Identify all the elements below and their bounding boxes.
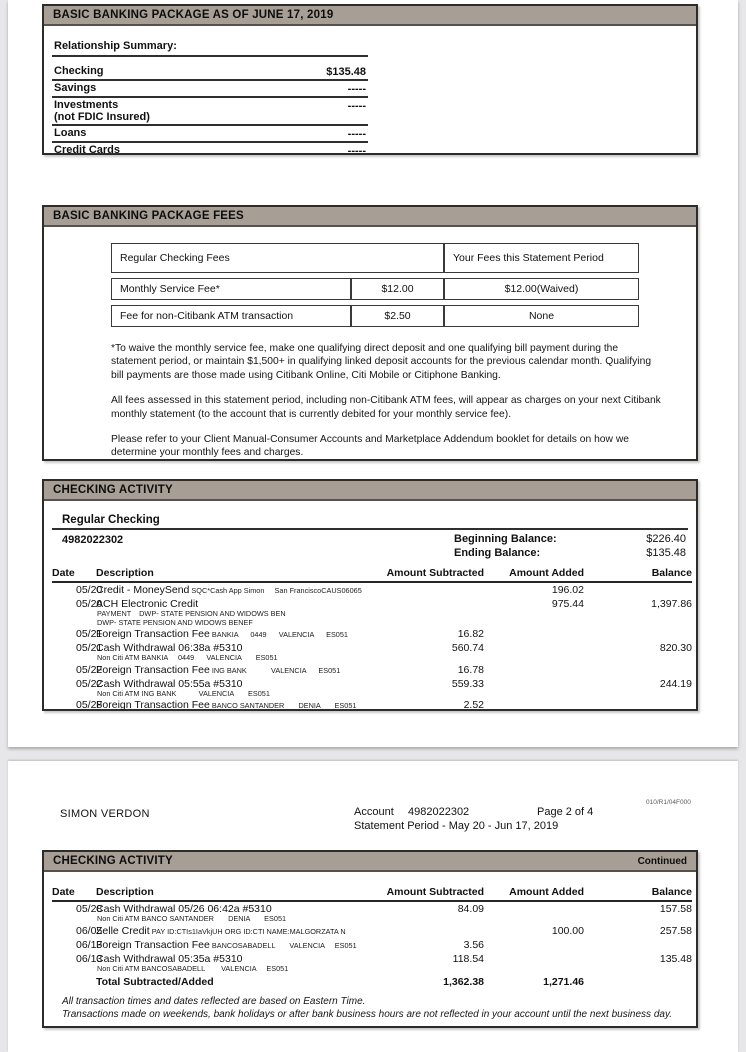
section-title: CHECKING ACTIVITY [53, 484, 173, 496]
balance: 157.58 [659, 903, 692, 915]
transaction-row [52, 938, 692, 952]
amount-added [484, 677, 584, 699]
total-added: 1,271.46 [543, 976, 584, 989]
summary-value: ----- [347, 128, 366, 140]
statement-page-2 [8, 761, 738, 1052]
summary-label: Credit Cards [54, 144, 121, 156]
fees-notes [111, 342, 663, 460]
amount-subtracted: 118.54 [452, 952, 484, 965]
transaction-row [52, 627, 692, 641]
ending-balance-label: Ending Balance: [454, 546, 541, 559]
transaction-description: Credit - MoneySend SQC*Cash App Simon San FranciscoCAUS06065 [96, 584, 362, 596]
total-subtracted: 1,362.38 [443, 976, 484, 989]
section-basic-banking-package [42, 4, 698, 155]
transaction-detail-inline: BANCOSABADELL VALENCIA ES051 [209, 940, 357, 950]
amount-added [484, 627, 584, 641]
footnote-business-day: Transactions made on weekends, bank holidays or after bank business hours are not reflected in your account until the next business day. [62, 1009, 672, 1021]
account-summary-row [52, 533, 688, 561]
column-balance: Balance [584, 886, 692, 901]
fees-header-row [111, 243, 639, 273]
summary-row-credit-cards [52, 143, 368, 158]
fees-header-yours: Your Fees this Statement Period [444, 243, 639, 273]
column-amount-subtracted: Amount Subtracted [384, 567, 484, 582]
fees-table [111, 238, 639, 332]
relationship-summary-rows [52, 64, 368, 158]
total-row [52, 973, 692, 988]
summary-value: ----- [347, 83, 366, 95]
balance [584, 938, 692, 952]
empty-cell [52, 973, 96, 988]
statement-page-1 [8, 0, 738, 747]
amount-added: 196.02 [551, 584, 584, 596]
transaction-detail-line: Non Citi ATM BANCOSABADELL VALENCIA ES051 [97, 963, 289, 973]
section-header-bar [44, 481, 696, 501]
continued-label: Continued [637, 855, 687, 867]
transactions-header-row [52, 886, 692, 901]
balance [584, 627, 692, 641]
transaction-detail-inline: BANCO SANTANDER DENIA ES051 [209, 701, 357, 711]
transaction-description: ACH Electronic Credit PAYMENT DWP- STATE PENSION AND WIDOWS BEN DWP- STATE PENSION AND WIDOWS BENEF [96, 597, 384, 627]
column-amount-added: Amount Added [484, 886, 584, 901]
section-checking-activity-continued [42, 850, 698, 1028]
beginning-balance-line [454, 533, 686, 547]
amount-subtracted [384, 582, 484, 597]
transaction-detail-line: Non Citi ATM BANKIA 0449 VALENCIA ES051 [97, 653, 278, 663]
page2-header [8, 761, 738, 849]
column-amount-subtracted: Amount Subtracted [384, 886, 484, 901]
amount-added [484, 698, 584, 712]
amount-added [484, 938, 584, 952]
fees-header-regular: Regular Checking Fees [111, 243, 444, 273]
customer-name: SIMON VERDON [60, 808, 150, 820]
section-title: BASIC BANKING PACKAGE AS OF JUNE 17, 2019 [53, 9, 334, 21]
transactions-table [52, 886, 692, 988]
statement-period: Statement Period - May 20 - Jun 17, 2019 [354, 820, 559, 832]
amount-added: 100.00 [551, 924, 584, 937]
amount-added [484, 663, 584, 677]
transaction-row [52, 677, 692, 699]
amount-subtracted: 560.74 [451, 642, 484, 655]
balance [584, 582, 692, 597]
balance [584, 698, 692, 712]
transaction-description: Cash Withdrawal 06:38a #5310 Non Citi ATM BANKIA 0449 VALENCIA ES051 [96, 641, 384, 663]
summary-label-line2: (not FDIC Insured) [54, 111, 150, 123]
transaction-description: Foreign Transaction Fee BANKIA 0449 VALENCIA ES051 [96, 628, 348, 641]
transaction-detail-line: DWP- STATE PENSION AND WIDOWS BENEF [97, 617, 253, 627]
fee-your-amount: None [444, 305, 639, 327]
fee-standard-amount: $12.00 [351, 278, 444, 300]
section-title: CHECKING ACTIVITY [53, 855, 173, 867]
balance: 820.30 [659, 642, 692, 655]
fee-note-assessed: All fees assessed in this statement period, including non-Citibank ATM fees, will appear as charges on your next Citibank monthly statement (to the account that is currently debited for your monthly service fee). [111, 395, 661, 420]
balance: 1,397.86 [651, 598, 692, 610]
amount-subtracted: 84.09 [457, 903, 484, 915]
transaction-row [52, 663, 692, 677]
column-description: Description [96, 567, 384, 582]
column-date: Date [52, 567, 96, 582]
empty-cell [584, 973, 692, 988]
balance: 244.19 [659, 677, 692, 690]
amount-added: 975.44 [551, 598, 584, 610]
amount-added [484, 901, 584, 924]
transaction-row [52, 698, 692, 712]
summary-value: ----- [347, 100, 366, 112]
summary-label: Investments (not FDIC Insured) [54, 99, 150, 123]
section-header-bar [44, 207, 696, 227]
transaction-description: Foreign Transaction Fee BANCO SANTANDER DENIA ES051 [96, 699, 357, 712]
summary-value: ----- [347, 145, 366, 157]
ending-balance-line [454, 547, 686, 561]
transactions-header-row [52, 567, 692, 582]
section-header-bar [44, 6, 696, 26]
summary-label: Savings [54, 82, 97, 94]
amount-subtracted: 16.82 [457, 628, 484, 641]
amount-added [484, 952, 584, 974]
activity-footnotes [62, 995, 688, 1021]
account-type-label: Regular Checking [52, 514, 688, 530]
summary-label: Loans [54, 127, 87, 139]
relationship-summary-heading: Relationship Summary: [52, 38, 368, 57]
transaction-date: 05/20 [76, 598, 103, 610]
transaction-date: 06/05 [76, 924, 103, 937]
transaction-detail-inline: PAY ID:CTIs1IaVkjUH ORG ID:CTI NAME:MALGORZATA N [149, 926, 346, 936]
transaction-date: 06/13 [76, 938, 103, 951]
transaction-description: Foreign Transaction Fee ING BANK VALENCIA ES051 [96, 663, 341, 676]
column-balance: Balance [584, 567, 692, 582]
column-date: Date [52, 886, 96, 901]
account-number: 4982022302 [408, 806, 470, 818]
transaction-date: 05/20 [76, 584, 103, 596]
transaction-row [52, 582, 692, 597]
transaction-row [52, 597, 692, 627]
transaction-date: 05/28 [76, 699, 103, 712]
amount-subtracted [384, 597, 484, 627]
transaction-detail-inline: BANKIA 0449 VALENCIA ES051 [209, 630, 348, 640]
amount-subtracted: 559.33 [451, 677, 484, 690]
ending-balance-value: $135.48 [646, 546, 686, 559]
account-number: 4982022302 [62, 534, 124, 546]
section-banking-package-fees [42, 205, 698, 461]
summary-row-checking [52, 64, 368, 81]
balances-block [454, 533, 686, 560]
transaction-description: Cash Withdrawal 05:35a #5310 Non Citi ATM BANCOSABADELL VALENCIA ES051 [96, 952, 384, 974]
fee-label: Monthly Service Fee* [111, 278, 351, 300]
footnote-eastern-time: All transaction times and dates reflected are based on Eastern Time. [62, 996, 366, 1008]
summary-row-savings [52, 81, 368, 98]
amount-added [484, 641, 584, 663]
amount-subtracted: 3.56 [463, 938, 484, 951]
transaction-detail-line: Non Citi ATM ING BANK VALENCIA ES051 [97, 688, 270, 698]
transaction-detail-inline: SQC*Cash App Simon San FranciscoCAUS06065 [189, 586, 362, 595]
summary-label: Checking [54, 65, 104, 77]
fee-note-waiver: *To waive the monthly service fee, make one qualifying direct deposit and one qualifying bill payment during the statement period, or maintain $1,500+ in qualifying linked deposit accounts for the previous calendar month. Qualifying bill payments are those made using Citibank Online, Citi Mobile or Citiphone Banking. [111, 343, 652, 381]
summary-value: $135.48 [326, 66, 366, 78]
transaction-date: 05/21 [76, 642, 103, 655]
page-indicator: Page 2 of 4 [537, 806, 594, 818]
amount-subtracted: 16.78 [457, 663, 484, 676]
transaction-date: 05/22 [76, 663, 103, 676]
transaction-row [52, 641, 692, 663]
beginning-balance-label: Beginning Balance: [454, 533, 557, 545]
transactions-table [52, 567, 692, 712]
form-code: 010/R1/04F000 [646, 799, 691, 806]
fees-row-atm [111, 305, 639, 327]
relationship-summary [52, 38, 368, 158]
transaction-detail-inline: ING BANK VALENCIA ES051 [209, 665, 341, 675]
fee-note-manual: Please refer to your Client Manual-Consumer Accounts and Marketplace Addendum booklet for details on how we determine your monthly fees and charges. [111, 434, 629, 459]
section-checking-activity [42, 479, 698, 711]
summary-row-investments [52, 98, 368, 126]
transaction-date: 05/28 [76, 903, 103, 915]
fee-standard-amount: $2.50 [351, 305, 444, 327]
fee-label: Fee for non-Citibank ATM transaction [111, 305, 351, 327]
column-description: Description [96, 886, 384, 901]
transaction-description: Zelle Credit PAY ID:CTIs1IaVkjUH ORG ID:CTI NAME:MALGORZATA N [96, 924, 346, 937]
beginning-balance-value: $226.40 [646, 533, 686, 545]
balance [584, 663, 692, 677]
balance: 257.58 [659, 924, 692, 937]
transaction-detail-line: PAYMENT DWP- STATE PENSION AND WIDOWS BEN [97, 609, 286, 618]
section-header-bar [44, 852, 696, 872]
fees-row-monthly [111, 278, 639, 300]
transaction-detail-line: Non Citi ATM BANCO SANTANDER DENIA ES051 [97, 914, 287, 923]
transaction-row [52, 924, 692, 938]
amount-subtracted: 2.52 [463, 699, 484, 712]
account-label: Account [354, 806, 394, 818]
transaction-description: Cash Withdrawal 05:55a #5310 Non Citi ATM ING BANK VALENCIA ES051 [96, 677, 384, 699]
transaction-date: 06/13 [76, 952, 103, 965]
column-amount-added: Amount Added [484, 567, 584, 582]
summary-row-loans [52, 126, 368, 143]
amount-subtracted [384, 924, 484, 938]
transaction-row [52, 952, 692, 974]
balance: 135.48 [659, 952, 692, 965]
transaction-row [52, 901, 692, 924]
section-title: BASIC BANKING PACKAGE FEES [53, 210, 244, 222]
transaction-date: 05/21 [76, 628, 103, 641]
transaction-description: Foreign Transaction Fee BANCOSABADELL VALENCIA ES051 [96, 938, 357, 951]
total-label: Total Subtracted/Added [96, 976, 214, 989]
transaction-date: 05/22 [76, 677, 103, 690]
transaction-description: Cash Withdrawal 05/26 06:42a #5310 Non Citi ATM BANCO SANTANDER DENIA ES051 [96, 901, 384, 924]
fee-your-amount: $12.00(Waived) [444, 278, 639, 300]
